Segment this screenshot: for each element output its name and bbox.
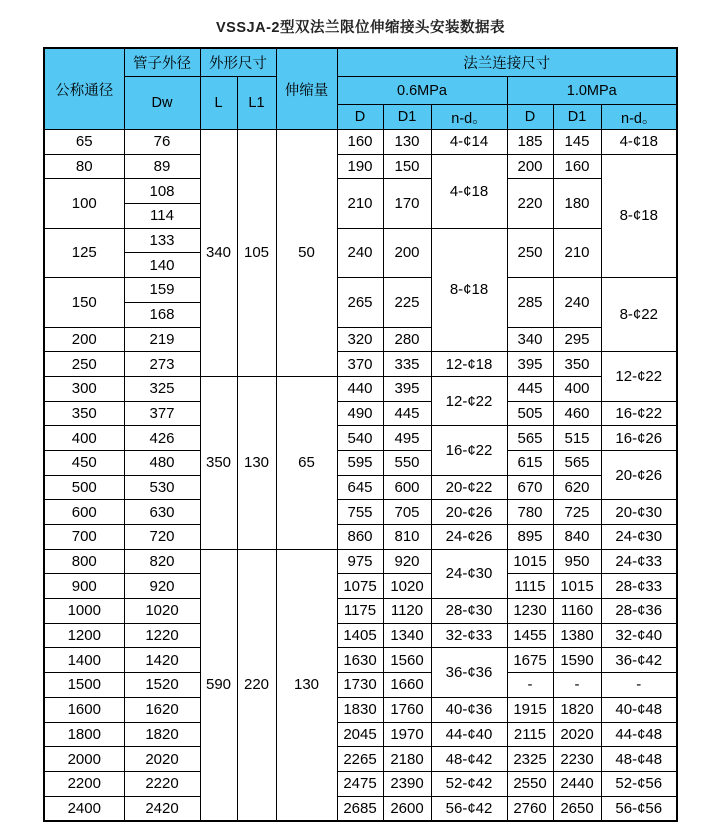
table-cell: 250 xyxy=(44,352,124,377)
table-body xyxy=(44,130,677,822)
table-cell: 860 xyxy=(337,525,383,550)
table-cell: 505 xyxy=(507,401,553,426)
table-cell: 12-¢18 xyxy=(431,352,507,377)
header-pressure-10mpa: 1.0MPa xyxy=(507,77,677,105)
table-cell: 65 xyxy=(44,130,124,155)
table-cell: 920 xyxy=(383,549,431,574)
table-cell: 600 xyxy=(44,500,124,525)
table-cell: 185 xyxy=(507,130,553,155)
table-cell: 340 xyxy=(200,130,237,377)
table-row xyxy=(44,154,677,179)
table-cell: 2685 xyxy=(337,796,383,821)
table-row xyxy=(44,697,677,722)
table-cell: 1800 xyxy=(44,722,124,747)
table-cell: 8-¢18 xyxy=(601,154,677,277)
table-cell: 445 xyxy=(383,401,431,426)
table-cell: 1020 xyxy=(124,599,200,624)
table-cell: 2020 xyxy=(553,722,601,747)
table-cell: 615 xyxy=(507,450,553,475)
table-cell: 44-¢40 xyxy=(431,722,507,747)
table-cell: 190 xyxy=(337,154,383,179)
table-cell: 2760 xyxy=(507,796,553,821)
table-cell: 1455 xyxy=(507,623,553,648)
table-cell: 565 xyxy=(553,450,601,475)
table-cell: 500 xyxy=(44,475,124,500)
table-cell: 12-¢22 xyxy=(431,376,507,425)
table-cell: 130 xyxy=(237,376,276,549)
table-cell: 2220 xyxy=(124,771,200,796)
table-cell: 20-¢22 xyxy=(431,475,507,500)
table-cell: 630 xyxy=(124,500,200,525)
table-cell: 975 xyxy=(337,549,383,574)
table-cell: 1115 xyxy=(507,574,553,599)
table-cell: 400 xyxy=(44,426,124,451)
header-nd-10: n-d。 xyxy=(601,105,677,130)
table-cell: 24-¢33 xyxy=(601,549,677,574)
table-cell: 65 xyxy=(276,376,337,549)
table-cell: 56-¢42 xyxy=(431,796,507,821)
table-cell: 670 xyxy=(507,475,553,500)
table-cell: 820 xyxy=(124,549,200,574)
table-cell: 1590 xyxy=(553,648,601,673)
table-cell: 80 xyxy=(44,154,124,179)
table-cell: 76 xyxy=(124,130,200,155)
header-overall-dimensions: 外形尺寸 xyxy=(200,48,276,77)
table-cell: 1675 xyxy=(507,648,553,673)
table-cell: 2020 xyxy=(124,747,200,772)
header-dw: Dw xyxy=(124,77,200,130)
table-cell: 200 xyxy=(383,228,431,277)
table-cell: 220 xyxy=(507,179,553,228)
table-row xyxy=(44,648,677,673)
table-cell: 1400 xyxy=(44,648,124,673)
table-cell: 300 xyxy=(44,376,124,401)
table-cell: - xyxy=(553,673,601,698)
table-cell: 265 xyxy=(337,278,383,327)
table-cell: 180 xyxy=(553,179,601,228)
table-cell: 2230 xyxy=(553,747,601,772)
table-cell: 565 xyxy=(507,426,553,451)
table-cell: 168 xyxy=(124,302,200,327)
table-cell: 2200 xyxy=(44,771,124,796)
table-row xyxy=(44,278,677,303)
table-cell: 114 xyxy=(124,204,200,229)
table-cell: 32-¢40 xyxy=(601,623,677,648)
table-cell: 1630 xyxy=(337,648,383,673)
table-cell: 40-¢36 xyxy=(431,697,507,722)
table-cell: 125 xyxy=(44,228,124,277)
table-cell: 725 xyxy=(553,500,601,525)
table-cell: 24-¢30 xyxy=(601,525,677,550)
table-row xyxy=(44,796,677,821)
table-cell: 285 xyxy=(507,278,553,327)
table-cell: 1970 xyxy=(383,722,431,747)
table-cell: 1160 xyxy=(553,599,601,624)
table-cell: 130 xyxy=(383,130,431,155)
table-cell: 1820 xyxy=(553,697,601,722)
table-cell: 645 xyxy=(337,475,383,500)
table-cell: 1230 xyxy=(507,599,553,624)
table-cell: 1220 xyxy=(124,623,200,648)
table-cell: 1120 xyxy=(383,599,431,624)
table-cell: 12-¢22 xyxy=(601,352,677,401)
table-cell: 2600 xyxy=(383,796,431,821)
table-cell: 108 xyxy=(124,179,200,204)
header-nominal-diameter: 公称通径 xyxy=(44,48,124,130)
table-cell: 24-¢26 xyxy=(431,525,507,550)
table-row xyxy=(44,771,677,796)
table-cell: 2000 xyxy=(44,747,124,772)
table-cell: 220 xyxy=(237,549,276,821)
table-cell: 295 xyxy=(553,327,601,352)
table-cell: 1000 xyxy=(44,599,124,624)
table-cell: 780 xyxy=(507,500,553,525)
table-cell: 1660 xyxy=(383,673,431,698)
table-cell: 460 xyxy=(553,401,601,426)
table-cell: 1340 xyxy=(383,623,431,648)
table-cell: 590 xyxy=(200,549,237,821)
header-d1-10: D1 xyxy=(553,105,601,130)
table-cell: 2180 xyxy=(383,747,431,772)
table-cell: 950 xyxy=(553,549,601,574)
table-cell: 4-¢18 xyxy=(431,154,507,228)
table-cell: 1730 xyxy=(337,673,383,698)
table-cell: 800 xyxy=(44,549,124,574)
table-cell: 56-¢56 xyxy=(601,796,677,821)
table-row xyxy=(44,327,677,352)
table-cell: 705 xyxy=(383,500,431,525)
table-row xyxy=(44,179,677,204)
table-row xyxy=(44,500,677,525)
header-pressure-06mpa: 0.6MPa xyxy=(337,77,507,105)
table-row xyxy=(44,673,677,698)
table-cell: 1075 xyxy=(337,574,383,599)
table-cell: 1380 xyxy=(553,623,601,648)
table-cell: 36-¢42 xyxy=(601,648,677,673)
table-row xyxy=(44,401,677,426)
table-cell: 445 xyxy=(507,376,553,401)
table-row xyxy=(44,228,677,253)
table-cell: 335 xyxy=(383,352,431,377)
table-cell: 840 xyxy=(553,525,601,550)
table-cell: 900 xyxy=(44,574,124,599)
table-cell: 810 xyxy=(383,525,431,550)
table-cell: 2045 xyxy=(337,722,383,747)
header-row-2 xyxy=(44,77,677,105)
table-cell: 1520 xyxy=(124,673,200,698)
table-row xyxy=(44,475,677,500)
table-row xyxy=(44,352,677,377)
table-cell: 16-¢26 xyxy=(601,426,677,451)
table-cell: 225 xyxy=(383,278,431,327)
table-cell: 250 xyxy=(507,228,553,277)
page-title: VSSJA-2型双法兰限位伸缩接头安装数据表 xyxy=(216,20,505,36)
table-cell: 2440 xyxy=(553,771,601,796)
table-cell: 2265 xyxy=(337,747,383,772)
table-header xyxy=(44,48,677,130)
table-cell: 280 xyxy=(383,327,431,352)
table-cell: 240 xyxy=(337,228,383,277)
table-cell: 36-¢36 xyxy=(431,648,507,697)
table-cell: 2650 xyxy=(553,796,601,821)
header-nd-06: n-d。 xyxy=(431,105,507,130)
table-cell: 1915 xyxy=(507,697,553,722)
table-row xyxy=(44,525,677,550)
table-cell: 515 xyxy=(553,426,601,451)
table-cell: 160 xyxy=(553,154,601,179)
table-cell: 377 xyxy=(124,401,200,426)
table-cell: 600 xyxy=(383,475,431,500)
header-pipe-outer-diameter: 管子外径 xyxy=(124,48,200,77)
table-cell: 8-¢22 xyxy=(601,278,677,352)
table-cell: 145 xyxy=(553,130,601,155)
table-cell: 28-¢36 xyxy=(601,599,677,624)
table-cell: 133 xyxy=(124,228,200,253)
table-cell: 2400 xyxy=(44,796,124,821)
table-cell: 340 xyxy=(507,327,553,352)
table-cell: 1015 xyxy=(507,549,553,574)
table-cell: 495 xyxy=(383,426,431,451)
table-cell: 16-¢22 xyxy=(431,426,507,475)
table-cell: 200 xyxy=(44,327,124,352)
table-cell: 1200 xyxy=(44,623,124,648)
table-cell: 2325 xyxy=(507,747,553,772)
header-d-06: D xyxy=(337,105,383,130)
table-cell: 16-¢22 xyxy=(601,401,677,426)
table-row xyxy=(44,722,677,747)
table-cell: 350 xyxy=(200,376,237,549)
table-cell: 1760 xyxy=(383,697,431,722)
table-cell: 920 xyxy=(124,574,200,599)
table-row xyxy=(44,426,677,451)
table-cell: 24-¢30 xyxy=(431,549,507,598)
table-cell: 2420 xyxy=(124,796,200,821)
header-d1-06: D1 xyxy=(383,105,431,130)
table-cell: 210 xyxy=(553,228,601,277)
table-cell: 150 xyxy=(383,154,431,179)
table-cell: 44-¢48 xyxy=(601,722,677,747)
table-cell: 28-¢30 xyxy=(431,599,507,624)
table-cell: 895 xyxy=(507,525,553,550)
table-cell: 350 xyxy=(553,352,601,377)
table-cell: 370 xyxy=(337,352,383,377)
table-cell: 130 xyxy=(276,549,337,821)
table-cell: 1500 xyxy=(44,673,124,698)
table-cell: 48-¢42 xyxy=(431,747,507,772)
table-row xyxy=(44,747,677,772)
table-row xyxy=(44,130,677,155)
table-cell: 89 xyxy=(124,154,200,179)
table-cell: 1405 xyxy=(337,623,383,648)
table-cell: 720 xyxy=(124,525,200,550)
table-cell: 440 xyxy=(337,376,383,401)
table-cell: 150 xyxy=(44,278,124,327)
table-cell: 530 xyxy=(124,475,200,500)
table-cell: 48-¢48 xyxy=(601,747,677,772)
table-cell: 400 xyxy=(553,376,601,401)
table-cell: 450 xyxy=(44,450,124,475)
table-cell: 595 xyxy=(337,450,383,475)
table-cell: 52-¢42 xyxy=(431,771,507,796)
header-row-1 xyxy=(44,48,677,77)
table-cell: 28-¢33 xyxy=(601,574,677,599)
table-cell: 160 xyxy=(337,130,383,155)
table-cell: 620 xyxy=(553,475,601,500)
table-row xyxy=(44,574,677,599)
table-cell: 540 xyxy=(337,426,383,451)
table-cell: 700 xyxy=(44,525,124,550)
table-cell: 100 xyxy=(44,179,124,228)
table-cell: 219 xyxy=(124,327,200,352)
data-table xyxy=(43,47,678,822)
table-cell: 159 xyxy=(124,278,200,303)
table-cell: 273 xyxy=(124,352,200,377)
table-cell: 426 xyxy=(124,426,200,451)
table-cell: 350 xyxy=(44,401,124,426)
table-cell: 550 xyxy=(383,450,431,475)
table-cell: 490 xyxy=(337,401,383,426)
table-cell: 50 xyxy=(276,130,337,377)
table-row xyxy=(44,376,677,401)
table-cell: 200 xyxy=(507,154,553,179)
table-cell: 105 xyxy=(237,130,276,377)
table-cell: 170 xyxy=(383,179,431,228)
table-cell: 1820 xyxy=(124,722,200,747)
table-cell: - xyxy=(507,673,553,698)
table-cell: 40-¢48 xyxy=(601,697,677,722)
header-l: L xyxy=(200,77,237,130)
table-cell: 320 xyxy=(337,327,383,352)
table-cell: 1175 xyxy=(337,599,383,624)
table-row xyxy=(44,623,677,648)
table-row xyxy=(44,450,677,475)
table-row xyxy=(44,599,677,624)
table-cell: 325 xyxy=(124,376,200,401)
table-cell: 20-¢26 xyxy=(601,450,677,499)
table-cell: 8-¢18 xyxy=(431,228,507,351)
table-cell: 32-¢33 xyxy=(431,623,507,648)
table-cell: 140 xyxy=(124,253,200,278)
table-cell: 1620 xyxy=(124,697,200,722)
table-cell: 20-¢30 xyxy=(601,500,677,525)
table-cell: 1020 xyxy=(383,574,431,599)
table-cell: 20-¢26 xyxy=(431,500,507,525)
table-cell: 480 xyxy=(124,450,200,475)
header-d-10: D xyxy=(507,105,553,130)
table-cell: 1830 xyxy=(337,697,383,722)
header-l1: L1 xyxy=(237,77,276,130)
table-cell: 755 xyxy=(337,500,383,525)
header-flange-connection: 法兰连接尺寸 xyxy=(337,48,677,77)
table-cell: - xyxy=(601,673,677,698)
table-cell: 395 xyxy=(383,376,431,401)
table-cell: 52-¢56 xyxy=(601,771,677,796)
table-cell: 4-¢18 xyxy=(601,130,677,155)
table-cell: 1560 xyxy=(383,648,431,673)
table-cell: 1420 xyxy=(124,648,200,673)
table-cell: 395 xyxy=(507,352,553,377)
table-row xyxy=(44,549,677,574)
table-cell: 1600 xyxy=(44,697,124,722)
table-cell: 1015 xyxy=(553,574,601,599)
table-cell: 2390 xyxy=(383,771,431,796)
table-cell: 2475 xyxy=(337,771,383,796)
table-cell: 4-¢14 xyxy=(431,130,507,155)
table-cell: 2550 xyxy=(507,771,553,796)
table-cell: 240 xyxy=(553,278,601,327)
table-cell: 2115 xyxy=(507,722,553,747)
table-cell: 210 xyxy=(337,179,383,228)
header-expansion-amount: 伸缩量 xyxy=(276,48,337,130)
